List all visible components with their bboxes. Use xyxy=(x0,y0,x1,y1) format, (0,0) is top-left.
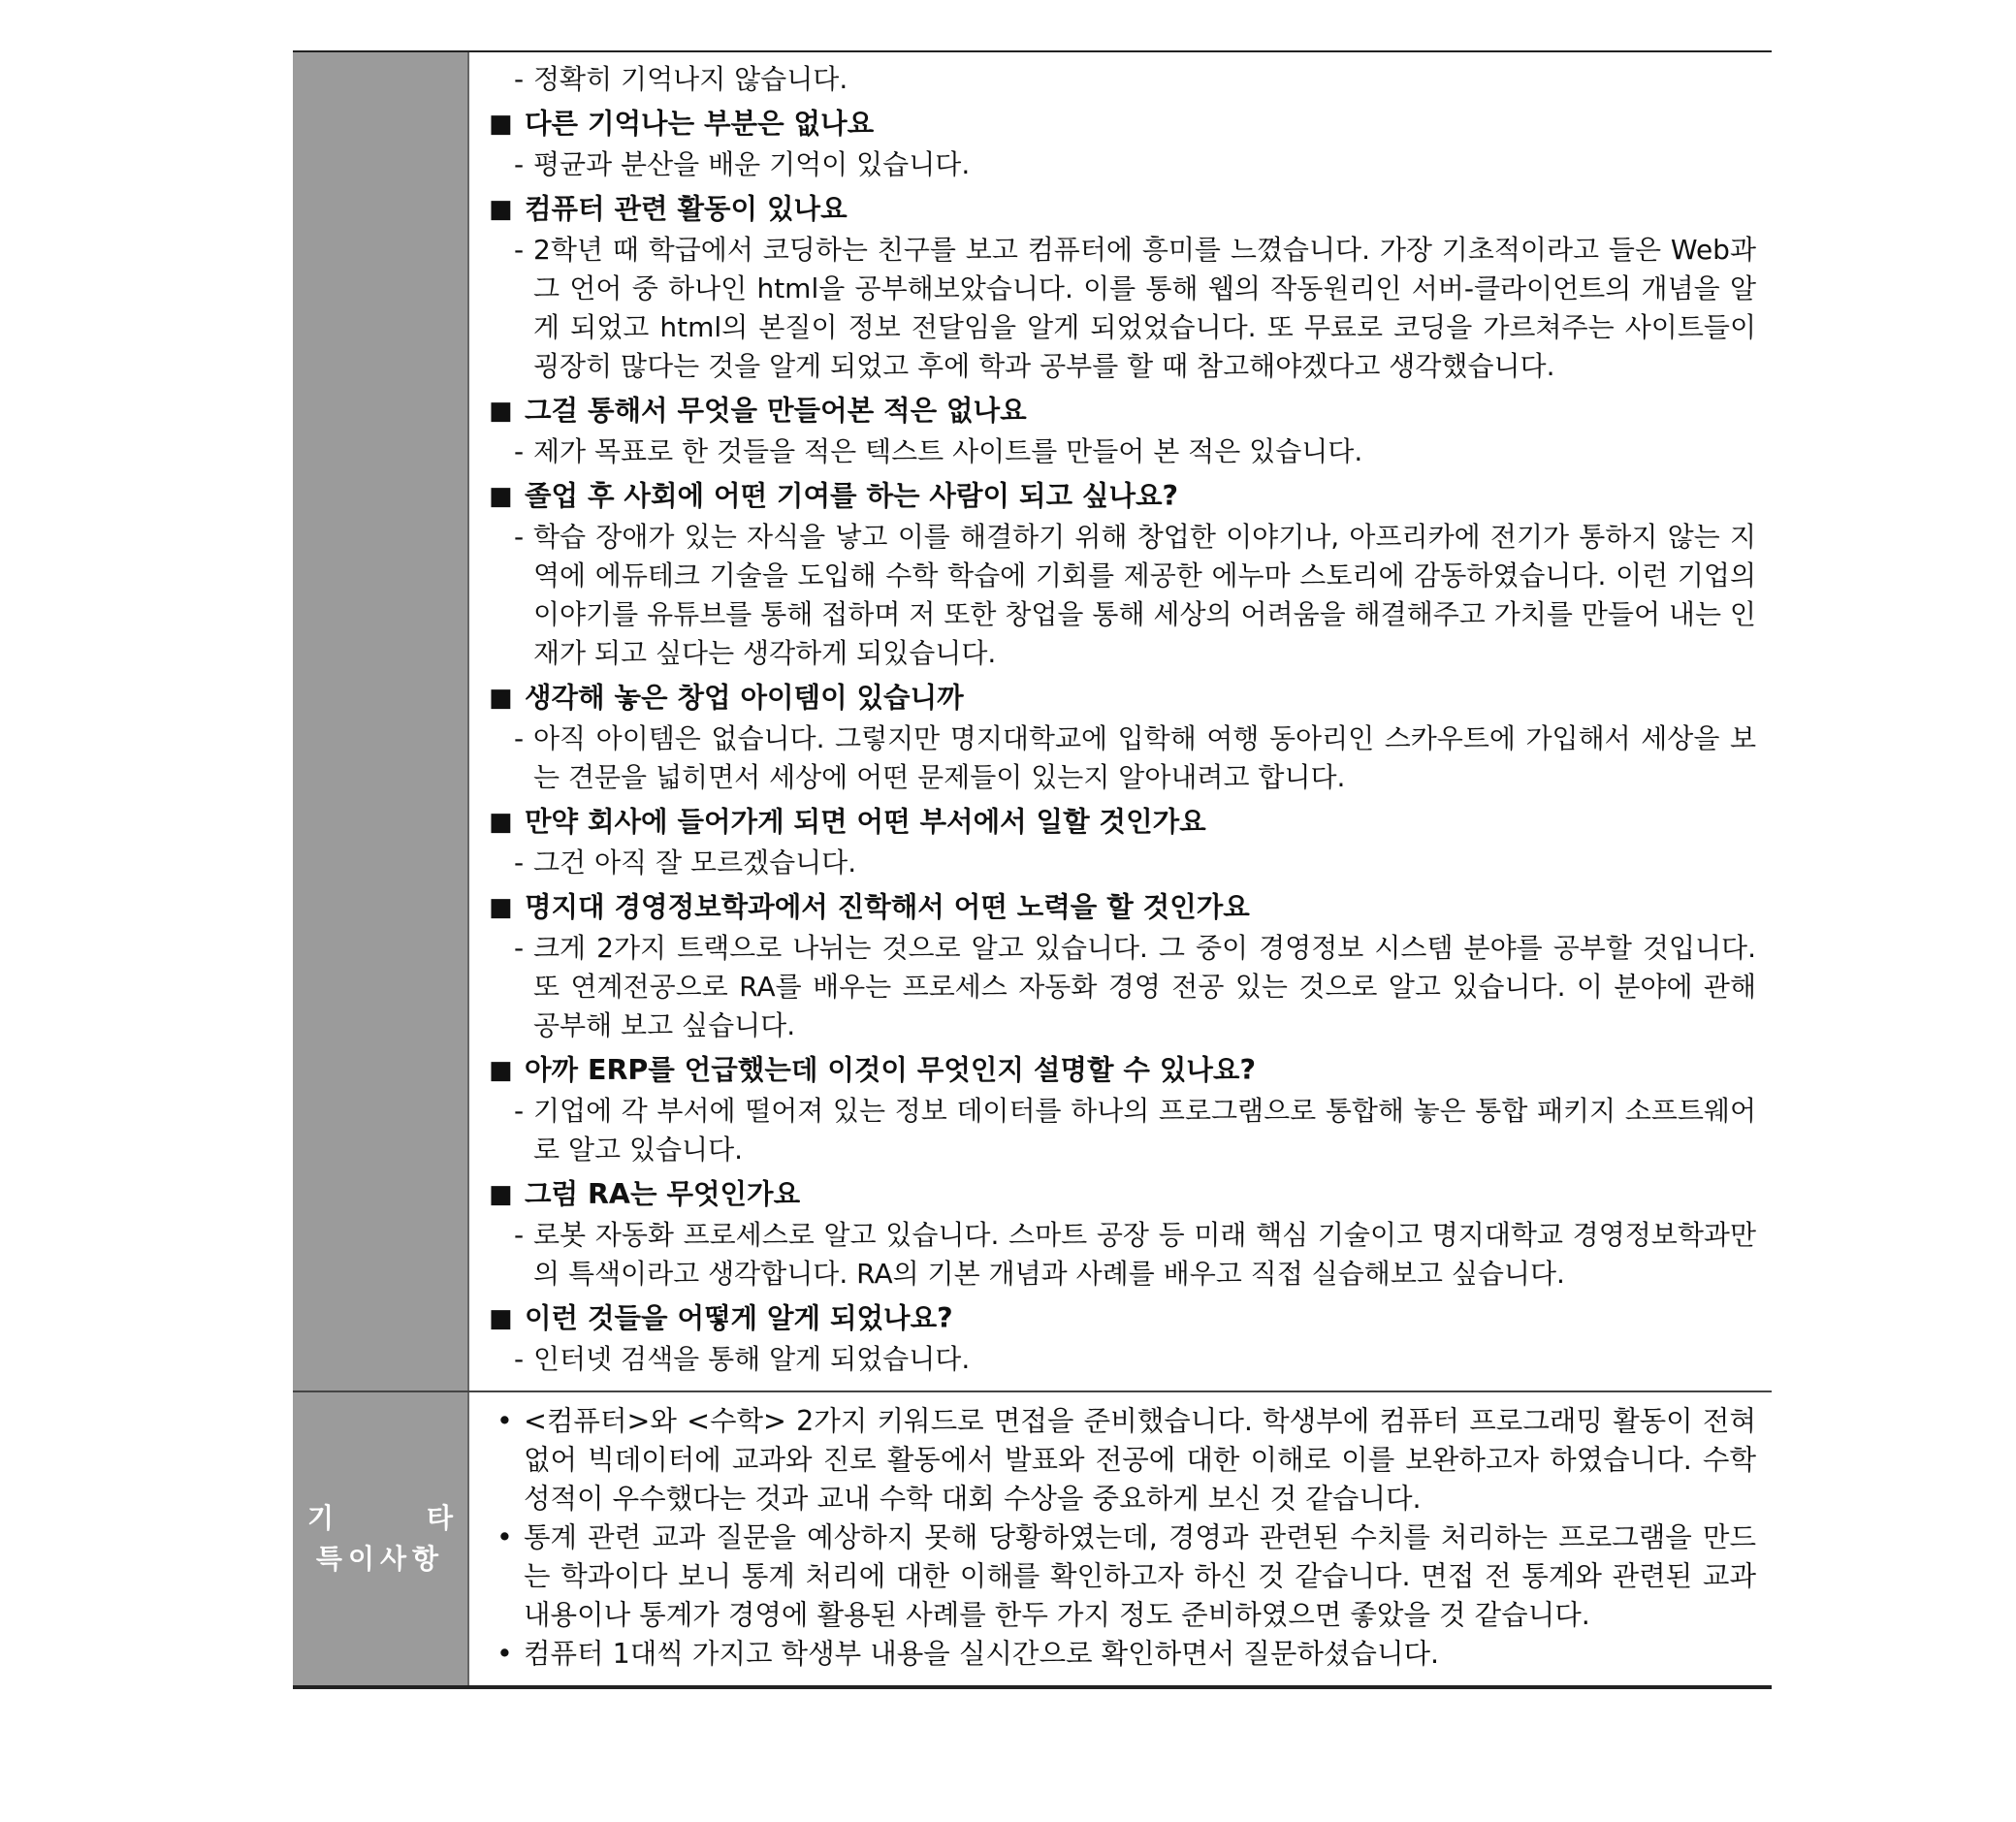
question: ■ 이런 것들을 어떻게 알게 되었나요? xyxy=(489,1297,1756,1340)
note-item: • <컴퓨터>와 <수학> 2가지 키워드로 면접을 준비했습니다. 학생부에 컴퓨터 프로그래밍 활동이 전혀 없어 빅데이터에 교과와 진로 활동에서 발표와 전공에 대한 이해로 이를 보완하고자 하였습니다. 수학 성적이 우수했다는 것과 교내 수학 대회 수상을 중요하게 보신 것 같습니다. xyxy=(489,1402,1756,1518)
square-bullet-icon: ■ xyxy=(489,808,513,837)
note-item: • 컴퓨터 1대씩 가지고 학생부 내용을 실시간으로 확인하면서 질문하셨습니다. xyxy=(489,1635,1756,1674)
interview-label-cell xyxy=(293,52,469,1390)
interview-content xyxy=(469,52,1772,1390)
question: ■ 졸업 후 사회에 어떤 기여를 하는 사람이 되고 싶나요? xyxy=(489,475,1756,518)
answer: - 로봇 자동화 프로세스로 알고 있습니다. 스마트 공장 등 미래 핵심 기술이고 명지대학교 경영정보학과만의 특색이라고 생각합니다. RA의 기본 개념과 사례를 배우고 직접 실습해보고 싶습니다. xyxy=(514,1219,1756,1290)
notes-content xyxy=(469,1392,1772,1685)
qa-item xyxy=(489,677,1756,797)
square-bullet-icon: ■ xyxy=(489,195,513,224)
interview-row xyxy=(293,52,1772,1390)
qa-item xyxy=(489,475,1756,673)
qa-item xyxy=(489,103,1756,184)
bullet-dot-icon: • xyxy=(496,1405,513,1437)
answer: - 인터넷 검색을 통해 알게 되었습니다. xyxy=(514,1343,971,1375)
note-item: • 통계 관련 교과 질문을 예상하지 못해 당황하였는데, 경영과 관련된 수치를 처리하는 프로그램을 만드는 학과이다 보니 통계 처리에 대한 이해를 확인하고자 하신 것 같습니다. 면접 전 통계와 관련된 교과 내용이나 통계가 경영에 활용된 사례를 한두 가지 정도 준비하였으면 좋았을 것 같습니다. xyxy=(489,1518,1756,1635)
square-bullet-icon: ■ xyxy=(489,482,513,511)
qa-item xyxy=(489,886,1756,1045)
question: ■ 만약 회사에 들어가게 되면 어떤 부서에서 일할 것인가요 xyxy=(489,801,1756,844)
square-bullet-icon: ■ xyxy=(489,110,513,139)
notes-label: 기 타 특이사항 xyxy=(307,1502,453,1575)
notes-row xyxy=(293,1390,1772,1685)
answer: - 크게 2가지 트랙으로 나뉘는 것으로 알고 있습니다. 그 중이 경영정보 시스템 분야를 공부할 것입니다. 또 연계전공으로 RA를 배우는 프로세스 자동화 경영 전공 있는 것으로 알고 있습니다. 이 분야에 관해 공부해 보고 싶습니다. xyxy=(514,932,1756,1041)
question: ■ 생각해 놓은 창업 아이템이 있습니까 xyxy=(489,677,1756,719)
notes-label-cell xyxy=(293,1392,469,1685)
question: ■ 컴퓨터 관련 활동이 있나요 xyxy=(489,188,1756,231)
answer: - 그건 아직 잘 모르겠습니다. xyxy=(514,847,857,879)
square-bullet-icon: ■ xyxy=(489,1180,513,1209)
question: ■ 명지대 경영정보학과에서 진학해서 어떤 노력을 할 것인가요 xyxy=(489,886,1756,929)
answer: - 아직 아이템은 없습니다. 그렇지만 명지대학교에 입학해 여행 동아리인 스카우트에 가입해서 세상을 보는 견문을 넓히면서 세상에 어떤 문제들이 있는지 알아내려고 합니다. xyxy=(514,722,1756,793)
bullet-dot-icon: • xyxy=(496,1638,513,1670)
qa-item xyxy=(489,1049,1756,1169)
question: ■ 그럼 RA는 무엇인가요 xyxy=(489,1173,1756,1216)
answer: - 평균과 분산을 배운 기억이 있습니다. xyxy=(514,148,971,180)
answer: - 기업에 각 부서에 떨어져 있는 정보 데이터를 하나의 프로그램으로 통합해 놓은 통합 패키지 소프트웨어로 알고 있습니다. xyxy=(514,1095,1756,1166)
square-bullet-icon: ■ xyxy=(489,397,513,426)
qa-item xyxy=(489,1173,1756,1294)
square-bullet-icon: ■ xyxy=(489,893,513,922)
question: ■ 아까 ERP를 언급했는데 이것이 무엇인지 설명할 수 있나요? xyxy=(489,1049,1756,1092)
square-bullet-icon: ■ xyxy=(489,684,513,713)
bullet-dot-icon: • xyxy=(496,1521,513,1553)
qa-item xyxy=(489,1297,1756,1379)
answer: - 정확히 기억나지 않습니다. xyxy=(514,63,848,95)
answer: - 학습 장애가 있는 자식을 낳고 이를 해결하기 위해 창업한 이야기나, 아프리카에 전기가 통하지 않는 지역에 에듀테크 기술을 도입해 수학 학습에 기회를 제공한 에누마 스토리에 감동하였습니다. 이런 기업의 이야기를 유튜브를 통해 접하며 저 또한 창업을 통해 세상의 어려움을 해결해주고 가치를 만들어 내는 인재가 되고 싶다는 생각하게 되있습니다. xyxy=(514,521,1756,669)
qa-item xyxy=(489,801,1756,882)
question: ■ 다른 기억나는 부분은 없나요 xyxy=(489,103,1756,145)
square-bullet-icon: ■ xyxy=(489,1056,513,1085)
square-bullet-icon: ■ xyxy=(489,1304,513,1333)
answer: - 2학년 때 학급에서 코딩하는 친구를 보고 컴퓨터에 흥미를 느꼈습니다. 가장 기초적이라고 들은 Web과 그 언어 중 하나인 html을 공부해보았습니다. 이를 통해 웹의 작동원리인 서버-클라이언트의 개념을 알게 되었고 html의 본질이 정보 전달임을 알게 되었었습니다. 또 무료로 코딩을 가르쳐주는 사이트들이 굉장히 많다는 것을 알게 되었고 후에 학과 공부를 할 때 참고해야겠다고 생각했습니다. xyxy=(514,234,1756,382)
qa-item xyxy=(489,188,1756,386)
answer: - 제가 목표로 한 것들을 적은 텍스트 사이트를 만들어 본 적은 있습니다. xyxy=(514,435,1363,467)
qa-item xyxy=(489,390,1756,471)
question: ■ 그걸 통해서 무엇을 만들어본 적은 없나요 xyxy=(489,390,1756,432)
interview-record-table xyxy=(293,50,1772,1689)
